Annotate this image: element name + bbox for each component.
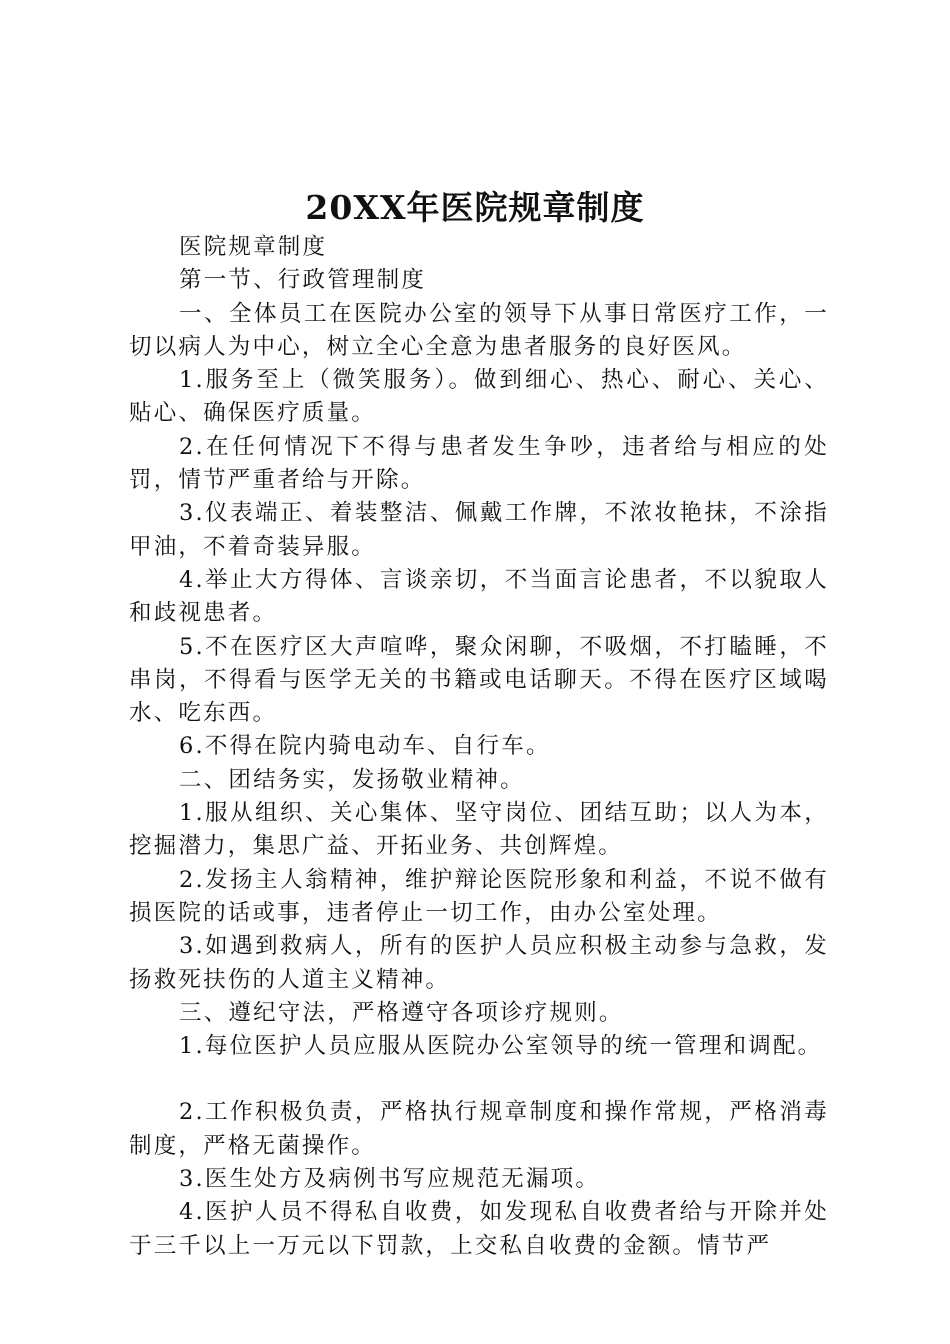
- paragraph: 医院规章制度: [179, 234, 328, 260]
- paragraph: 2.发扬主人翁精神，维护辩论医院形象和利益，不说不做有损医院的话或事，违者停止一切工作，由办公室处理。: [129, 866, 829, 926]
- paragraph: 4.举止大方得体、言谈亲切，不当面言论患者，不以貌取人和歧视患者。: [129, 566, 829, 627]
- paragraph: 1.每位医护人员应服从医院办公室领导的统一管理和调配。: [179, 1033, 823, 1060]
- paragraph: 一、全体员工在医院办公室的领导下从事日常医疗工作，一切以病人为中心，树立全心全意为患者服务的良好医风。: [129, 300, 829, 360]
- paragraph: 三、遵纪守法，严格遵守各项诊疗规则。: [179, 999, 624, 1026]
- paragraph: 5.不在医疗区大声喧哗，聚众闲聊，不吸烟，不打瞌睡，不串岗，不得看与医学无关的书籍或电话聊天。不得在医疗区域喝水、吃东西。: [129, 633, 829, 727]
- paragraph: 3.仪表端正、着装整洁、佩戴工作牌，不浓妆艳抹，不涂指甲油，不着奇装异服。: [129, 500, 829, 560]
- paragraph: 二、团结务实，发扬敬业精神。: [179, 766, 525, 793]
- paragraph: 3.医生处方及病例书写应规范无漏项。: [179, 1166, 601, 1193]
- paragraph: 3.如遇到救病人，所有的医护人员应积极主动参与急救，发扬救死扶伤的人道主义精神。: [129, 933, 829, 993]
- paragraph: 2.工作积极负责，严格执行规章制度和操作常规，严格消毒制度，严格无菌操作。: [129, 1099, 829, 1159]
- paragraph: 1.服务至上（微笑服务）。做到细心、热心、耐心、关心、贴心、确保医疗质量。: [129, 367, 829, 427]
- paragraph: 2.在任何情况下不得与患者发生争吵，违者给与相应的处罚，情节严重者给与开除。: [129, 433, 829, 494]
- paragraph: 4.医护人员不得私自收费，如发现私自收费者给与开除并处于三千以上一万元以下罚款，上交私自收费的金额。情节严: [129, 1199, 829, 1259]
- paragraph: 第一节、行政管理制度: [179, 267, 427, 294]
- paragraph: 1.服从组织、关心集体、坚守岗位、团结互助；以人为本，挖掘潜力，集思广益、开拓业务、共创辉煌。: [129, 800, 829, 860]
- paragraph: 6.不得在院内骑电动车、自行车。: [179, 733, 551, 760]
- document-body: [129, 231, 829, 1263]
- document-title: 20XX年医院规章制度: [305, 188, 645, 227]
